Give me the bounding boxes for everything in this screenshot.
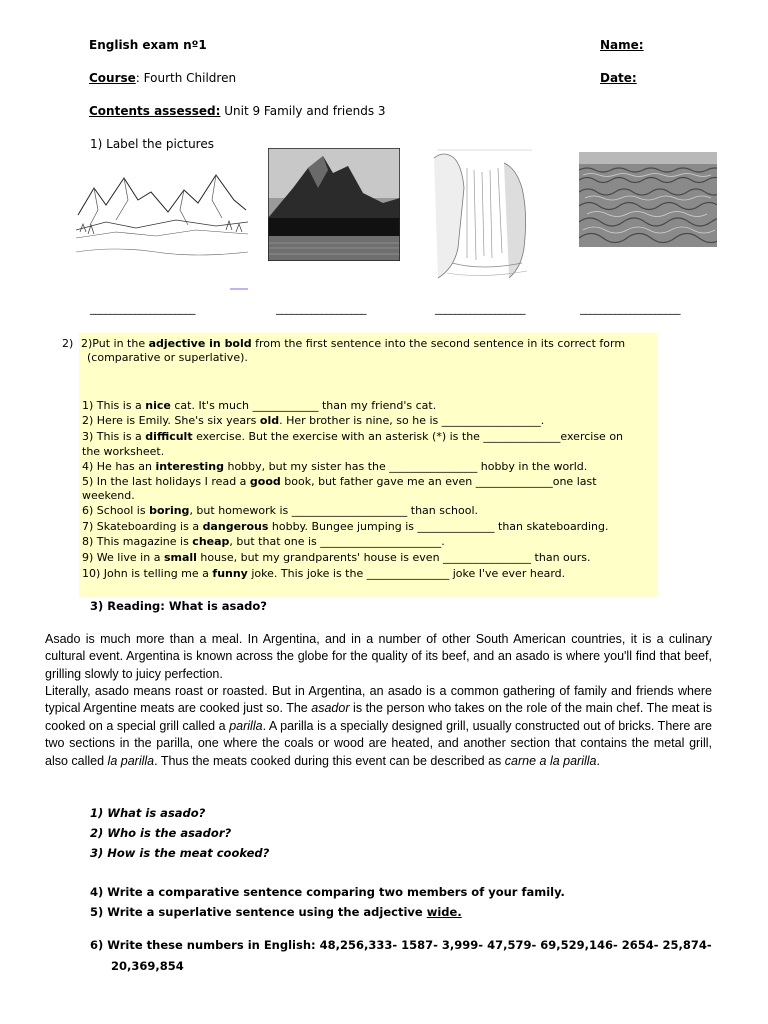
contents-label: Contents assessed: [89, 104, 221, 118]
adjective-bold: nice [145, 399, 171, 412]
question-4: 4) Write a comparative sentence comparing two members of your family. [90, 885, 565, 899]
label-blank-2[interactable]: __________________ [276, 302, 366, 315]
course-label: Course [89, 71, 136, 85]
waterfall-sketch-icon [432, 148, 540, 294]
adjective-exercise-line: 7) Skateboarding is a dangerous hobby. Bungee jumping is ______________ than skateboarding. [82, 520, 609, 533]
reading-question-2: 2) Who is the asador? [90, 826, 232, 840]
term-carne-a-la-parilla: carne a la parilla [504, 753, 597, 768]
course-line [89, 71, 236, 85]
date-label: Date: [600, 71, 637, 85]
adjective-exercise-line: 9) We live in a small house, but my grandparents' house is even ________________ than ours. [82, 551, 591, 564]
section2-intro-cont: (comparative or superlative). [87, 351, 248, 364]
adjective-exercise-line: weekend. [82, 489, 135, 502]
adjective-exercise-line: 1) This is a nice cat. It's much ____________ than my friend's cat. [82, 399, 437, 412]
adjective-bold: cheap [192, 535, 230, 548]
adjective-exercise-line: 10) John is telling me a funny joke. This joke is the _______________ joke I've ever heard. [82, 567, 566, 580]
adjective-exercise-line: 8) This magazine is cheap, but that one is ______________________. [82, 535, 445, 548]
contents-line [89, 104, 386, 118]
contents-value: Unit 9 Family and friends 3 [220, 104, 386, 118]
adjective-bold: funny [212, 567, 248, 580]
adjective-bold: boring [149, 504, 190, 517]
adjective-bold: good [249, 475, 281, 488]
adjective-wide: wide. [426, 905, 462, 919]
reading-question-3: 3) How is the meat cooked? [90, 846, 270, 860]
sea-waves-photo-icon [579, 152, 717, 247]
adjective-exercise-line: 2) Here is Emily. She's six years old. Her brother is nine, so he is __________________. [82, 414, 545, 427]
adjective-exercise-line: the worksheet. [82, 445, 165, 458]
label-blank-4[interactable]: ____________________ [580, 302, 680, 315]
question-5: 5) Write a superlative sentence using the adjective wide. [90, 905, 462, 919]
adjective-exercise-line: 3) This is a difficult exercise. But the exercise with an asterisk (*) is the ______________exercise on [82, 430, 624, 443]
adjective-bold: old [259, 414, 280, 427]
name-label: Name: [600, 38, 644, 52]
section2-number: 2) [62, 337, 74, 350]
adjective-bold: difficult [145, 430, 193, 443]
reading-paragraph-1: Asado is much more than a meal. In Argentina, and in a number of other South American countries, it is a culinary cultural event. Argentina is known across the globe for the quality of its beef, and an asado is where you'll find that beef, grilling slowly to juicy perfection. [45, 632, 712, 681]
course-value: : Fourth Children [135, 71, 237, 85]
mountain-lake-photo-icon [268, 148, 400, 261]
exam-title: English exam nº1 [89, 38, 207, 52]
mountain-range-sketch-icon [76, 170, 248, 265]
reading-question-1: 1) What is asado? [90, 806, 206, 820]
section3-title: 3) Reading: What is asado? [90, 599, 267, 613]
adjective-bold: dangerous [202, 520, 269, 533]
term-parilla: parilla [229, 718, 263, 733]
question-6-cont: 20,369,854 [111, 959, 184, 973]
term-asador: asador [311, 701, 350, 716]
adjective-bold: small [163, 551, 197, 564]
adjective-bold: interesting [155, 460, 224, 473]
adjective-exercise-line: 4) He has an interesting hobby, but my sister has the ________________ hobby in the world. [82, 460, 588, 473]
label-blank-1[interactable]: _____________________ [90, 302, 195, 315]
section1-title: 1) Label the pictures [90, 137, 214, 151]
credit-mark [230, 288, 248, 290]
adjective-exercise-line: 5) In the last holidays I read a good book, but father gave me an even ______________one last [82, 475, 597, 488]
label-blank-3[interactable]: __________________ [435, 302, 525, 315]
section2-intro-bold: adjective in bold [148, 337, 252, 350]
adjective-exercise-line: 6) School is boring, but homework is _____________________ than school. [82, 504, 479, 517]
reading-paragraph-2: Literally, asado means roast or roasted. But in Argentina, an asado is a common gathering of family and friends where typical Argentine meats are cooked just so. The asador is the person who takes on the role of the main chef. The meat is cooked on a special grill called a parilla. A parilla is a specially designed grill, usually constructed out of bricks. There are two sections in the parilla, one where the coals or wood are heated, and another section that contains the metal grill, also called la parilla. Thus the meats cooked during this event can be described as carne a la parilla. [45, 684, 713, 768]
section2-intro: 2)Put in the adjective in bold from the first sentence into the second sentence in its correct form [81, 337, 626, 350]
term-la-parilla: la parilla [107, 753, 155, 768]
question-6: 6) Write these numbers in English: 48,256,333- 1587- 3,999- 47,579- 69,529,146- 2654- 25,874- [90, 938, 712, 952]
